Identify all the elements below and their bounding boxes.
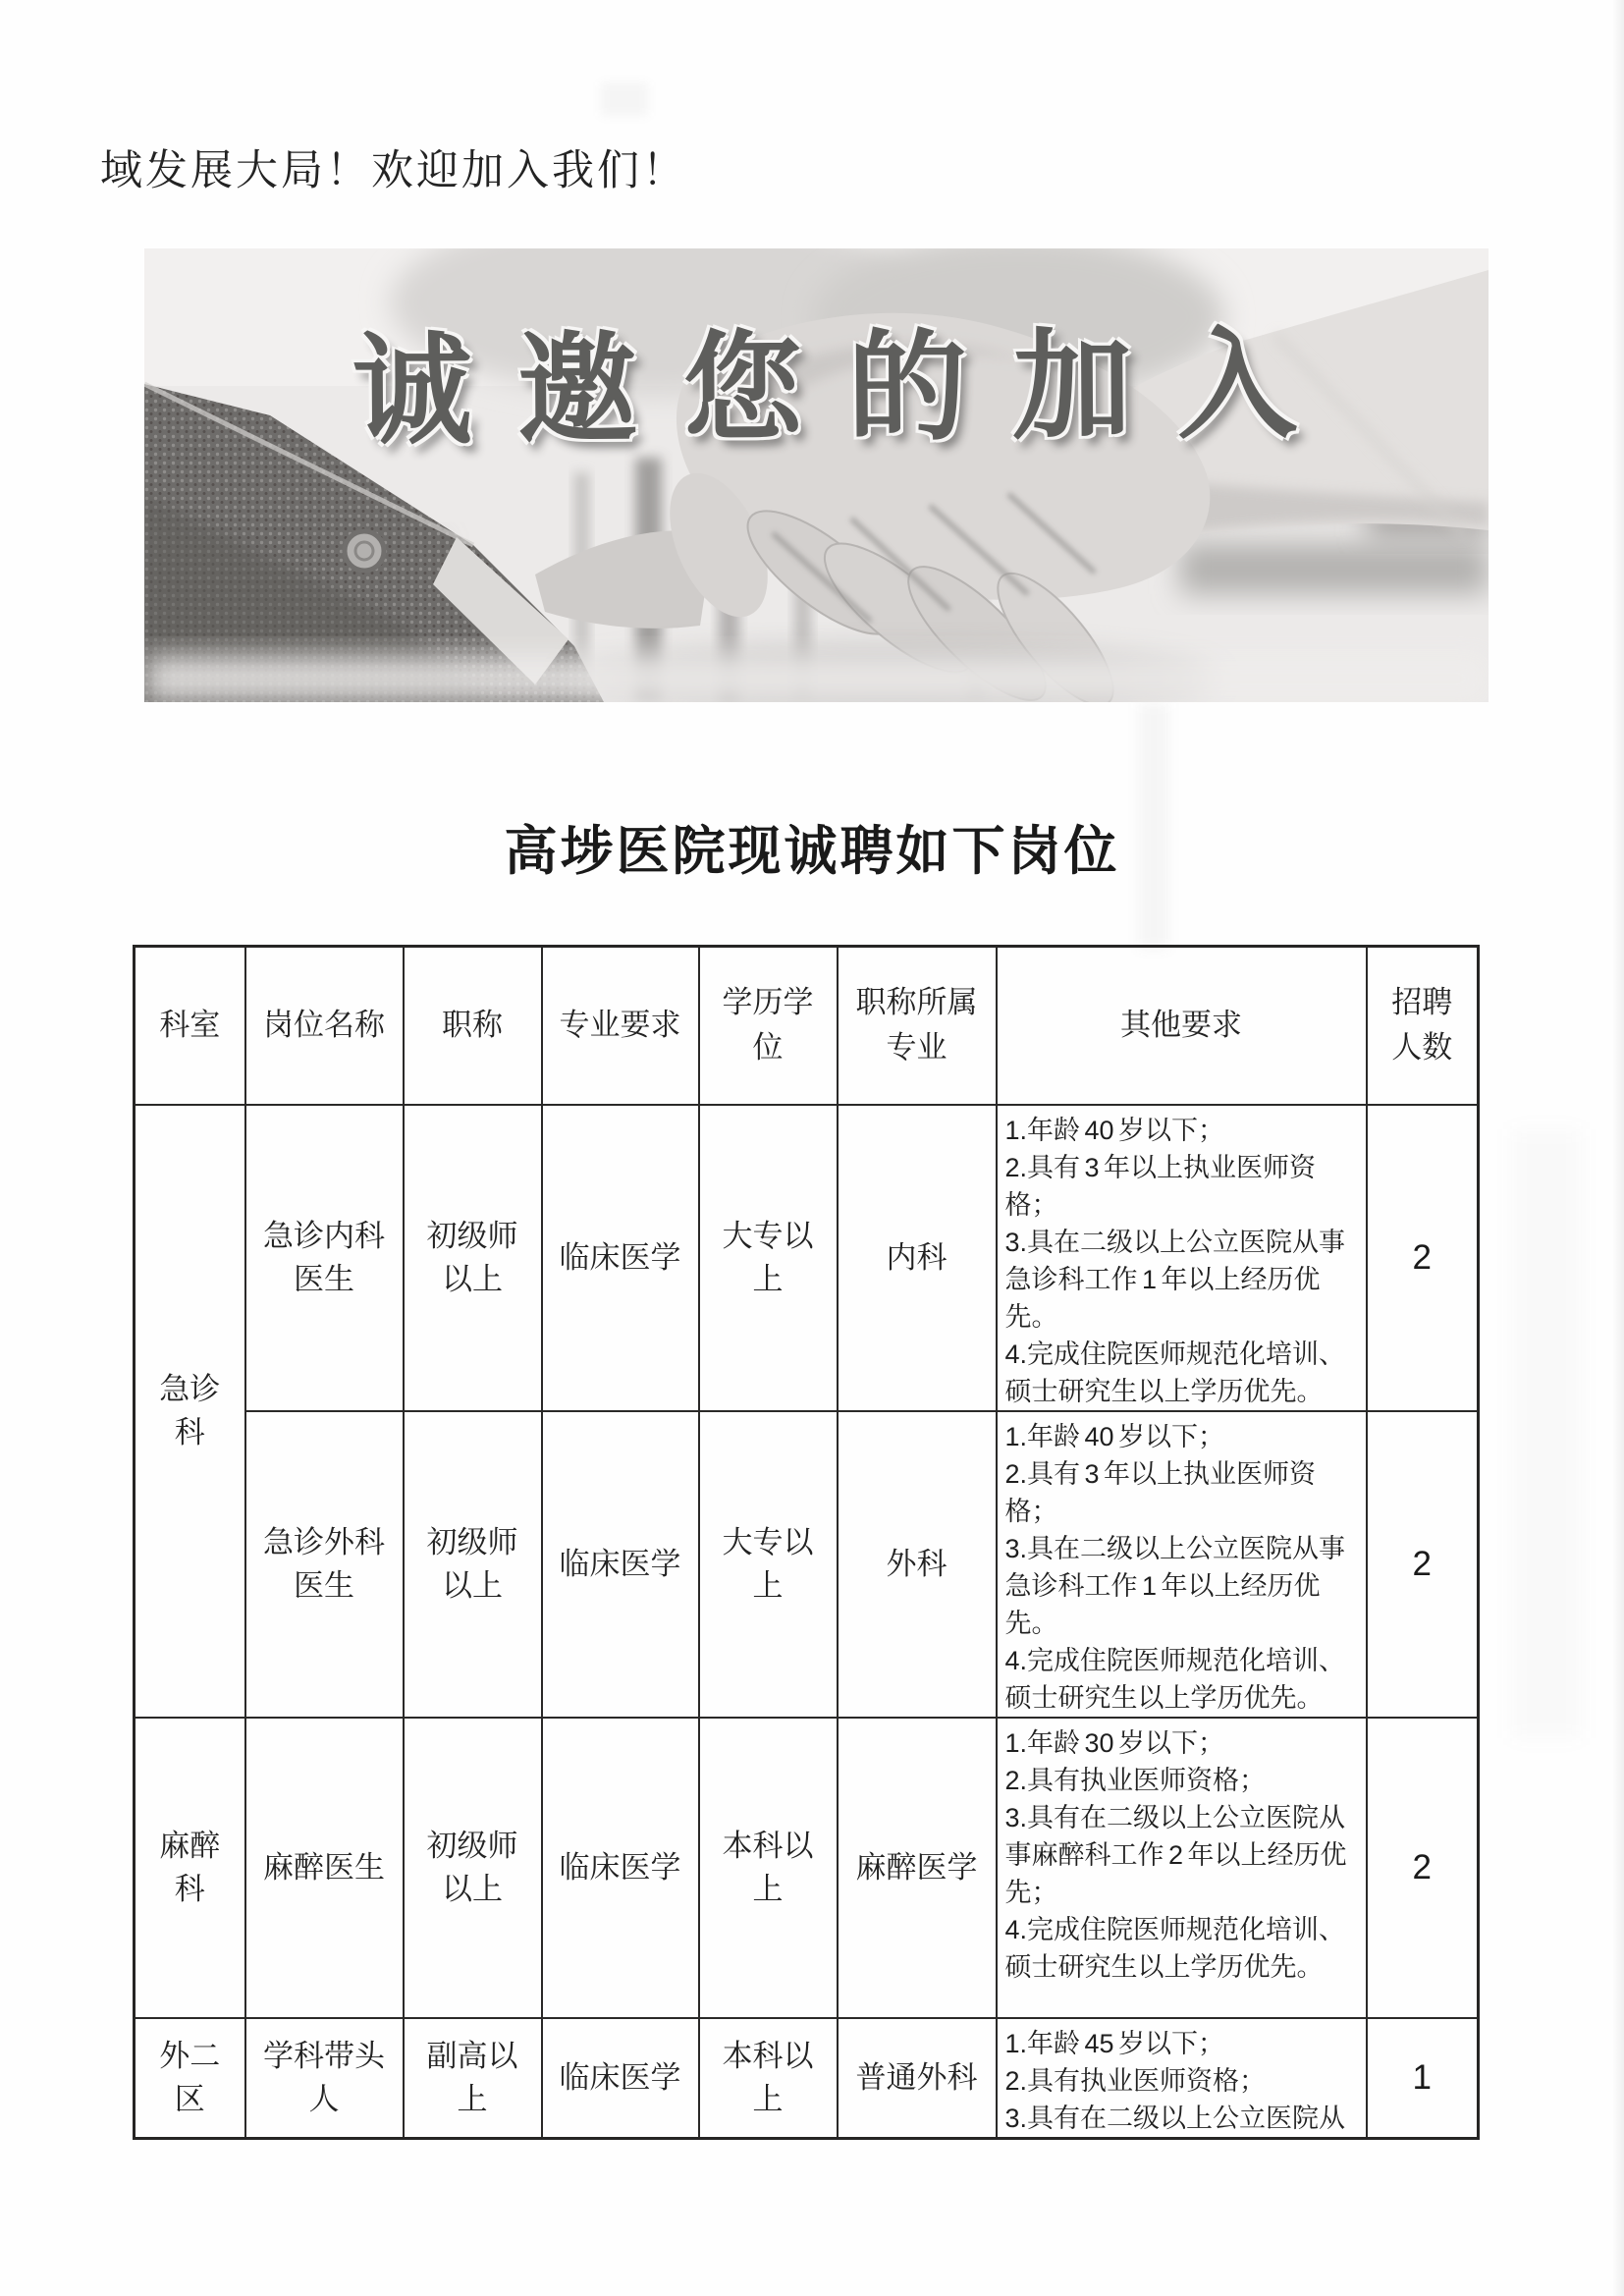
cell-title-rank: 初级师以上 bbox=[404, 1411, 542, 1718]
header-title-rank: 职称 bbox=[404, 947, 542, 1105]
cell-title-rank: 初级师以上 bbox=[404, 1718, 542, 2018]
requirement-item: 3.具有在二级以上公立医院从 bbox=[1004, 2103, 1346, 2133]
cell-headcount: 2 bbox=[1367, 1105, 1479, 1411]
requirement-item: 4.完成住院医师规范化培训、硕士研究生以上学历优先。 bbox=[1004, 1645, 1346, 1713]
cell-major: 临床医学 bbox=[542, 1105, 699, 1411]
cell-title-rank: 副高以上 bbox=[404, 2018, 542, 2139]
requirement-item: 3.具在二级以上公立医院从事急诊科工作 1 年以上经历优先。 bbox=[1004, 1533, 1346, 1638]
cell-title-major: 外科 bbox=[838, 1411, 997, 1718]
cell-position: 学科带头人 bbox=[245, 2018, 404, 2139]
header-major: 专业要求 bbox=[542, 947, 699, 1105]
cell-requirements bbox=[997, 2018, 1367, 2139]
cell-department: 外二区 bbox=[135, 2018, 245, 2139]
requirement-item: 2.具有执业医师资格； bbox=[1004, 2065, 1267, 2096]
cell-major: 临床医学 bbox=[542, 2018, 699, 2139]
cell-education: 大专以上 bbox=[699, 1411, 838, 1718]
banner bbox=[144, 248, 1489, 702]
header-position: 岗位名称 bbox=[245, 947, 404, 1105]
cell-title-rank: 初级师以上 bbox=[404, 1105, 542, 1411]
table-row bbox=[135, 1718, 1479, 2018]
cell-position: 急诊内科医生 bbox=[245, 1105, 404, 1411]
cell-position: 麻醉医生 bbox=[245, 1718, 404, 2018]
requirement-item: 4.完成住院医师规范化培训、硕士研究生以上学历优先。 bbox=[1004, 1339, 1346, 1406]
table-header-row bbox=[135, 947, 1479, 1105]
requirement-item: 2.具有执业医师资格； bbox=[1004, 1765, 1267, 1795]
cell-education: 本科以上 bbox=[699, 1718, 838, 2018]
recruitment-table bbox=[133, 945, 1480, 2140]
table-row bbox=[135, 1105, 1479, 1411]
requirement-item: 2.具有 3 年以上执业医师资格； bbox=[1004, 1458, 1317, 1526]
intro-text: 域发展大局！欢迎加入我们！ bbox=[100, 148, 687, 194]
cell-major: 临床医学 bbox=[542, 1411, 699, 1718]
requirement-item: 4.完成住院医师规范化培训、硕士研究生以上学历优先。 bbox=[1004, 1914, 1346, 1982]
cell-requirements bbox=[997, 1718, 1367, 2018]
requirement-item: 3.具在二级以上公立医院从事急诊科工作 1 年以上经历优先。 bbox=[1004, 1227, 1346, 1332]
table-row bbox=[135, 1411, 1479, 1718]
requirement-item: 1.年龄 30 岁以下； bbox=[1004, 1727, 1225, 1758]
cell-education: 本科以上 bbox=[699, 2018, 838, 2139]
cell-education: 大专以上 bbox=[699, 1105, 838, 1411]
header-education: 学历学位 bbox=[699, 947, 838, 1105]
cell-requirements bbox=[997, 1411, 1367, 1718]
header-headcount: 招聘人数 bbox=[1367, 947, 1479, 1105]
header-other-requirements: 其他要求 bbox=[997, 947, 1367, 1105]
requirement-item: 1.年龄 40 岁以下； bbox=[1004, 1421, 1225, 1451]
cell-headcount: 2 bbox=[1367, 1411, 1479, 1718]
cell-headcount: 2 bbox=[1367, 1718, 1479, 2018]
cell-title-major: 麻醉医学 bbox=[838, 1718, 997, 2018]
header-title-major: 职称所属专业 bbox=[838, 947, 997, 1105]
cell-requirements bbox=[997, 1105, 1367, 1411]
page-title: 高埗医院现诚聘如下岗位 bbox=[504, 822, 1120, 881]
banner-caption: 诚邀您的加入 bbox=[352, 319, 1343, 460]
cell-headcount: 1 bbox=[1367, 2018, 1479, 2139]
cell-department: 急诊科 bbox=[135, 1105, 245, 1718]
cell-major: 临床医学 bbox=[542, 1718, 699, 2018]
scan-smudge bbox=[601, 82, 648, 116]
cell-title-major: 普通外科 bbox=[838, 2018, 997, 2139]
requirement-item: 1.年龄 45 岁以下； bbox=[1004, 2028, 1225, 2058]
requirement-item: 2.具有 3 年以上执业医师资格； bbox=[1004, 1152, 1317, 1220]
cell-title-major: 内科 bbox=[838, 1105, 997, 1411]
header-department: 科室 bbox=[135, 947, 245, 1105]
cell-position: 急诊外科医生 bbox=[245, 1411, 404, 1718]
cell-department: 麻醉科 bbox=[135, 1718, 245, 2018]
table-row bbox=[135, 2018, 1479, 2139]
requirement-item: 1.年龄 40 岁以下； bbox=[1004, 1115, 1225, 1145]
scan-edge-shadow bbox=[1612, 0, 1624, 2296]
requirement-item: 3.具有在二级以上公立医院从事麻醉科工作 2 年以上经历优先； bbox=[1004, 1802, 1347, 1907]
scan-smudge bbox=[1512, 1129, 1581, 1738]
